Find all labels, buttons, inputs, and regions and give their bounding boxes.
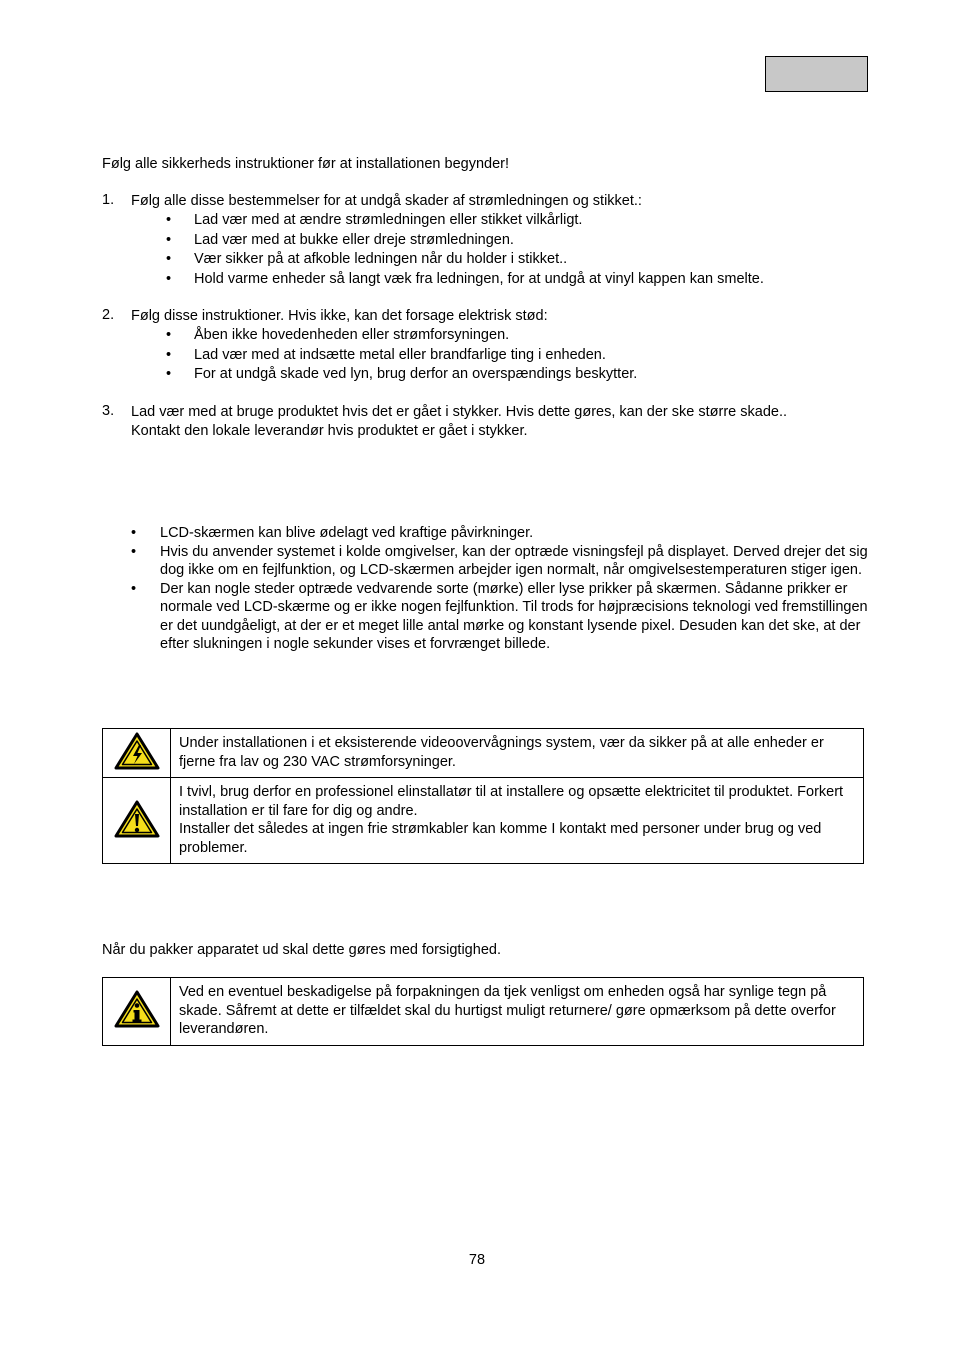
warning-icon-cell	[103, 778, 171, 864]
lcd-bullets	[131, 524, 871, 654]
warning-text-2	[171, 778, 864, 864]
info-icon-cell	[103, 978, 171, 1046]
page-number: 78	[468, 1252, 486, 1268]
table-row	[103, 978, 864, 1046]
warning-table	[102, 728, 864, 864]
info-text: Ved en eventuel beskadigelse på forpakningen da tjek venligst om enheden også har synlige tegn på skade. Såfremt at dette er tilfældet skal du hurtigst muligt returnere/ gøre opmærksom på dette overfor leverandøren.	[171, 978, 864, 1046]
warning-2-line-2: Installer det således at ingen frie strømkabler kan komme I kontakt med personer under brug og ved problemer.	[179, 821, 822, 856]
item-number-1: 1.	[102, 192, 115, 208]
item-2-bullets	[166, 326, 866, 385]
exclamation-warning-icon	[114, 800, 160, 838]
list-item: • Lad vær med at indsætte metal eller brandfarlige ting i enheden.	[166, 346, 866, 366]
list-item: • Lad vær med at ændre strømledningen eller stikket vilkårligt.	[166, 211, 866, 231]
warning-2-line-1: I tvivl, brug derfor en professionel elinstallatør til at installere og opsætte elektricitet til produktet. Forkert installation er til fare for dig og andre.	[179, 784, 844, 819]
list-item: • Lad vær med at bukke eller dreje strømledningen.	[166, 231, 866, 251]
safety-intro: Følg alle sikkerheds instruktioner før at installationen begynder!	[102, 156, 509, 172]
list-item: • For at undgå skade ved lyn, brug derfor an overspændings beskytter.	[166, 365, 866, 385]
language-tab-box	[765, 56, 868, 92]
item-3-line-2: Kontakt den lokale leverandør hvis produktet er gået i stykker.	[131, 422, 528, 439]
list-item: • Der kan nogle steder optræde vedvarende sorte (mørke) eller lyse prikker på skærmen. Sådanne prikker er normale ved LCD-skærme og er ikke nogen fejlfunktion. Til trods for højpræcisions teknologi ved fremstillingen er det uundgåeligt, at der er et meget lille antal mørke og konstant lysende pixel. Desuden kan det ske, at der efter slukningen i nogle sekunder vises et forvrænget billede.	[131, 580, 871, 654]
list-item: • Åben ikke hovedenheden eller strømforsyningen.	[166, 326, 866, 346]
item-3-line-1: Lad vær med at bruge produktet hvis det er gået i stykker. Hvis dette gøres, kan der ske større skade..	[131, 404, 788, 420]
item-number-3: 3.	[102, 403, 115, 419]
lightning-warning-icon	[114, 732, 160, 770]
info-table	[102, 977, 864, 1046]
list-item: • Hvis du anvender systemet i kolde omgivelser, kan der optræde visningsfejl på displayet. Derved drejer det sig dog ikke om en fejlfunktion, og LCD-skærmen arbejder igen normalt, når omgivelsestemperaturen stiger igen.	[131, 543, 871, 580]
warning-icon-cell	[103, 729, 171, 778]
item-text-2: Følg disse instruktioner. Hvis ikke, kan det forsage elektrisk stød:	[131, 308, 548, 324]
warning-text-1: Under installationen i et eksisterende videoovervågnings system, vær da sikker på at alle enheder er fjerne fra lav og 230 VAC strømforsyninger.	[171, 729, 864, 778]
item-text-3	[131, 403, 871, 440]
unpack-text: Når du pakker apparatet ud skal dette gøres med forsigtighed.	[102, 942, 501, 958]
info-warning-icon	[114, 990, 160, 1028]
list-item: • Hold varme enheder så langt væk fra ledningen, for at undgå at vinyl kappen kan smelte.	[166, 270, 866, 290]
item-number-2: 2.	[102, 307, 115, 323]
item-text-1: Følg alle disse bestemmelser for at undgå skader af strømledningen og stikket.:	[131, 193, 642, 209]
item-1-bullets	[166, 211, 866, 289]
list-item: • LCD-skærmen kan blive ødelagt ved kraftige påvirkninger.	[131, 524, 871, 543]
table-row	[103, 729, 864, 778]
table-row	[103, 778, 864, 864]
list-item: • Vær sikker på at afkoble ledningen når du holder i stikket..	[166, 250, 866, 270]
